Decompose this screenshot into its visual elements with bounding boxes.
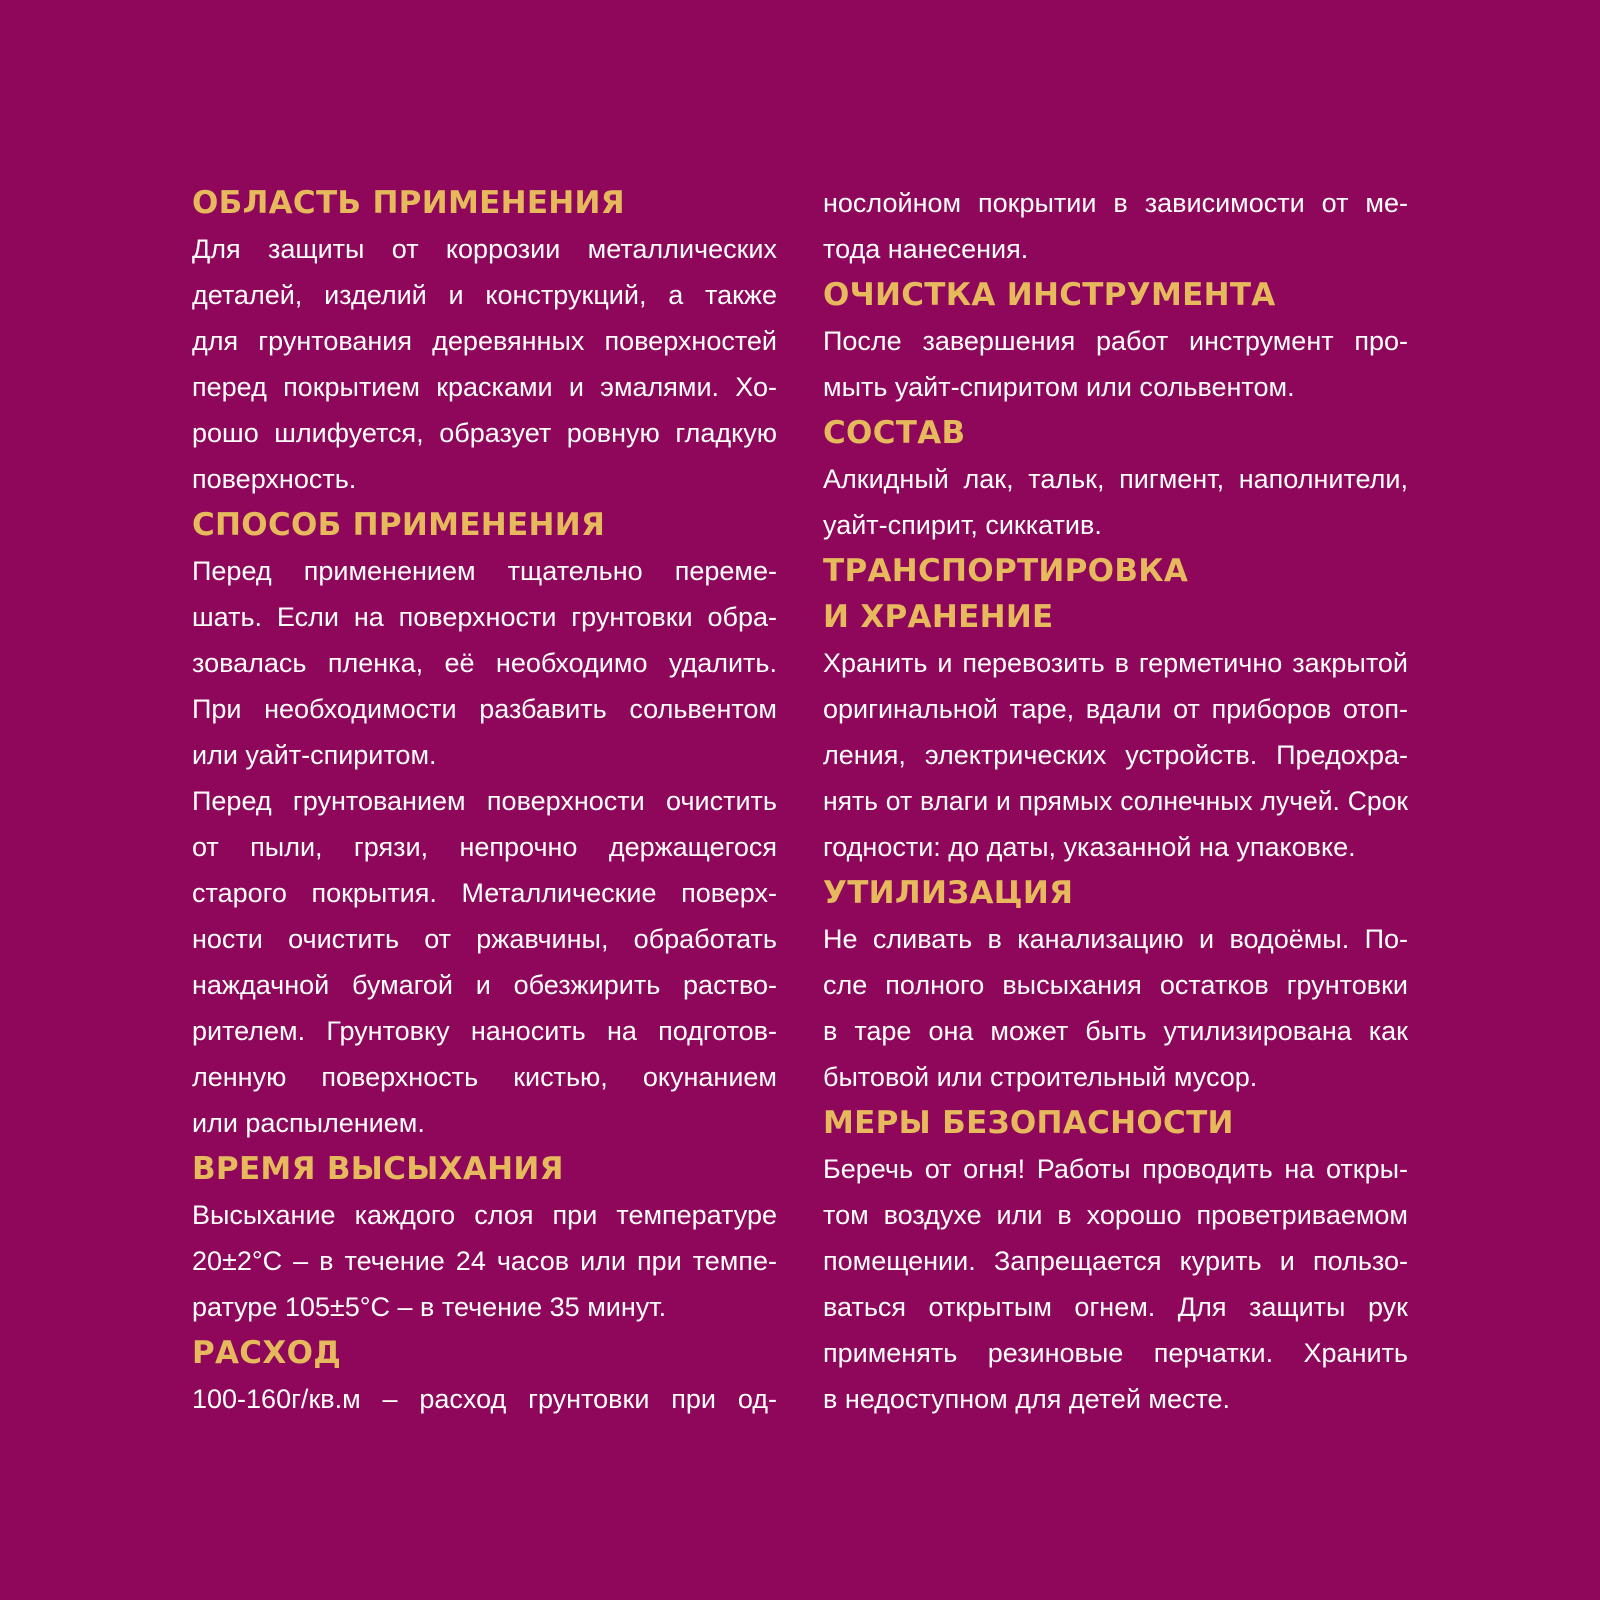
paragraph-consumption — [192, 1376, 777, 1422]
text-line: мыть уайт-спиритом или сольвентом. — [823, 372, 1295, 402]
text-line: нослойном покрытии в зависимости от ме- — [823, 188, 1408, 218]
heading-transport-line1: ТРАНСПОРТИРОВКА — [823, 553, 1189, 589]
text-line: сле полного высыхания остатков грунтовки — [823, 970, 1408, 1000]
text-line: 100-160г/кв.м – расход грунтовки при од- — [192, 1384, 777, 1414]
right-column — [823, 180, 1408, 1422]
text-line: Хранить и перевозить в герметично закрытой — [823, 648, 1408, 678]
text-line: или распылением. — [192, 1108, 425, 1138]
text-line: ратуре 105±5°С – в течение 35 минут. — [192, 1292, 667, 1322]
text-line: бытовой или строительный мусор. — [823, 1062, 1258, 1092]
paragraph-consumption-continued — [823, 180, 1408, 272]
text-line: Для защиты от коррозии металлических — [192, 234, 777, 264]
text-line: ленную поверхность кистью, окунанием — [192, 1062, 777, 1092]
heading-application-area: ОБЛАСТЬ ПРИМЕНЕНИЯ — [192, 185, 625, 221]
text-line: ления, электрических устройств. Предохра- — [823, 740, 1408, 770]
text-line: зовалась пленка, её необходимо удалить. — [192, 648, 777, 678]
text-line: Алкидный лак, тальк, пигмент, наполнители, — [823, 464, 1408, 494]
text-line: старого покрытия. Металлические поверх- — [192, 878, 777, 908]
text-line: ваться открытым огнем. Для защиты рук — [823, 1292, 1408, 1322]
heading-transport-storage — [823, 548, 1408, 640]
heading-tool-cleaning: ОЧИСТКА ИНСТРУМЕНТА — [823, 277, 1276, 313]
heading-transport-line2: И ХРАНЕНИЕ — [823, 599, 1054, 635]
text-line: годности: до даты, указанной на упаковке. — [823, 832, 1356, 862]
text-line: перед покрытием красками и эмалями. Хо- — [192, 372, 777, 402]
text-line: в таре она может быть утилизирована как — [823, 1016, 1408, 1046]
text-line: наждачной бумагой и обезжирить раство- — [192, 970, 777, 1000]
paragraph-safety — [823, 1146, 1408, 1422]
heading-composition: СОСТАВ — [823, 415, 966, 451]
text-line: 20±2°С – в течение 24 часов или при темпе- — [192, 1246, 777, 1276]
text-line: или уайт-спиритом. — [192, 740, 437, 770]
text-line: Высыхание каждого слоя при температуре — [192, 1200, 777, 1230]
text-line: поверхность. — [192, 464, 357, 494]
heading-consumption: РАСХОД — [192, 1335, 342, 1371]
text-line: Перед грунтованием поверхности очистить — [192, 786, 777, 816]
text-line: помещении. Запрещается курить и пользо- — [823, 1246, 1408, 1276]
text-line: тода нанесения. — [823, 234, 1029, 264]
text-line: шать. Если на поверхности грунтовки обра- — [192, 602, 777, 632]
text-line: том воздухе или в хорошо проветриваемом — [823, 1200, 1408, 1230]
text-line: Перед применением тщательно переме- — [192, 556, 777, 586]
paragraph-application-area — [192, 226, 777, 502]
text-line: рошо шлифуется, образует ровную гладкую — [192, 418, 777, 448]
paragraph-disposal — [823, 916, 1408, 1100]
text-line: рителем. Грунтовку наносить на подготов- — [192, 1016, 777, 1046]
text-line: деталей, изделий и конструкций, а также — [192, 280, 777, 310]
text-line: Не сливать в канализацию и водоёмы. По- — [823, 924, 1408, 954]
paragraph-application-method — [192, 548, 777, 1146]
heading-safety: МЕРЫ БЕЗОПАСНОСТИ — [823, 1105, 1234, 1141]
text-line: оригинальной таре, вдали от приборов отоп- — [823, 694, 1408, 724]
text-line: После завершения работ инструмент про- — [823, 326, 1408, 356]
heading-application-method: СПОСОБ ПРИМЕНЕНИЯ — [192, 507, 606, 543]
text-line: уайт-спирит, сиккатив. — [823, 510, 1102, 540]
text-line: в недоступном для детей месте. — [823, 1384, 1231, 1414]
paragraph-tool-cleaning — [823, 318, 1408, 410]
paragraph-composition — [823, 456, 1408, 548]
text-line: для грунтования деревянных поверхностей — [192, 326, 777, 356]
paragraph-transport-storage — [823, 640, 1408, 870]
left-column — [192, 180, 777, 1422]
paragraph-drying-time — [192, 1192, 777, 1330]
text-line: от пыли, грязи, непрочно держащегося — [192, 832, 777, 862]
text-line: нять от влаги и прямых солнечных лучей. Срок — [823, 786, 1408, 816]
heading-disposal: УТИЛИЗАЦИЯ — [823, 875, 1074, 911]
text-line: При необходимости разбавить сольвентом — [192, 694, 777, 724]
text-line: ности очистить от ржавчины, обработать — [192, 924, 777, 954]
text-line: применять резиновые перчатки. Хранить — [823, 1338, 1408, 1368]
text-line: Беречь от огня! Работы проводить на откры- — [823, 1154, 1408, 1184]
heading-drying-time: ВРЕМЯ ВЫСЫХАНИЯ — [192, 1151, 564, 1187]
